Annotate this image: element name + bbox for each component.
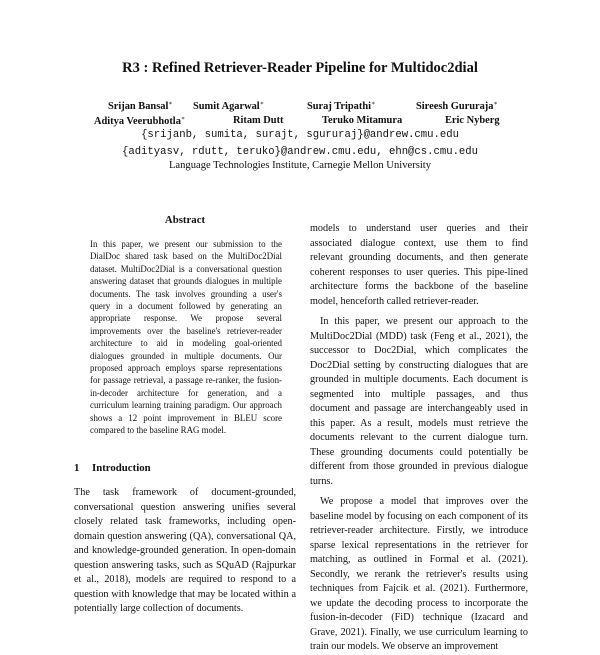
right-column: [310, 222, 528, 655]
body-paragraph: In this paper, we present our approach to the MultiDoc2Dial (MDD) task (Feng et al., 2021), the successor to Doc2Dial, which complicates the Doc2Dial setting by constructing dialogues that are grounded in multiple documents. Each document is segmented into multiple passages, and thus document and passage are interchangeably used in this paper. As a result, models must retrieve the documents relevant to the current dialogue turn. These grounding documents could potentially be different from those grounded in previous dialogue turns.: [310, 316, 528, 487]
email-line: {adityasv, rdutt, teruko}@andrew.cmu.edu, ehn@cs.cmu.edu: [121, 146, 478, 158]
body-paragraph: We propose a model that improves over the baseline model by focusing on each component of its retriever-reader architecture. Firstly, we introduce sparse lexical representations in the retriever for matching, as outlined in Formal et al. (2021). Secondly, we rerank the retriever's results using techniques from Fajcik et al. (2021). Furthermore, we update the decoding process to incorporate the fusion-in-decoder (FiD) technique (Izacard and Grave, 2021). Finally, we use curriculum learning to train our models. We observe an improvement: [310, 496, 528, 652]
author-emails: [0, 127, 600, 161]
paper-title: R3 : Refined Retriever-Reader Pipeline for Multidoc2dial: [122, 60, 478, 76]
author-name: Ritam Dutt: [233, 115, 284, 126]
abstract-body: In this paper, we present our submission to the DialDoc shared task based on the MultiDoc2Dial dataset. MultiDoc2Dial is a conversational question answering dataset that grounds dialogues in multiple documents. The task involves grounding a user's query in a document followed by generating an appropriate response. We propose several improvements over the baseline's retriever-reader architecture to aid in modeling goal-oriented dialogues grounded in multiple documents. Our proposed approach employs sparse representations for passage retrieval, a passage re-ranker, the fusion-in-decoder architecture for generation, and a curriculum learning training paradigm. Our approach shows a 12 point improvement in BLEU score compared to the baseline RAG model.: [90, 239, 282, 436]
author-name: Eric Nyberg: [445, 115, 500, 126]
author-name: Srijan Bansal∗: [108, 101, 173, 112]
author-row-1: [0, 100, 600, 115]
author-name: Sireesh Gururaja∗: [416, 101, 498, 112]
intro-paragraph: The task framework of document-grounded, conversational question answering unifies several closely related task frameworks, including open-domain question answering (QA), conversational QA, and knowledge-grounded generation. In open-domain question answering tasks, such as SQuAD (Rajpurkar et al., 2018), models are required to respond to a question with knowledge that may be located within a potentially large collection of documents.: [74, 487, 296, 614]
abstract-heading: Abstract: [164, 214, 206, 226]
author-list: [0, 100, 600, 130]
section-number: 1: [74, 462, 80, 474]
section-title: Introduction: [92, 462, 151, 474]
section-heading: [74, 462, 151, 474]
author-name: Aditya Veerubhotla∗: [94, 116, 185, 127]
author-name: Teruko Mitamura: [322, 115, 403, 126]
author-name: Suraj Tripathi∗: [307, 101, 376, 112]
author-name: Sumit Agarwal∗: [193, 101, 264, 112]
email-line: {srijanb, sumita, surajt, sgururaj}@andrew.cmu.edu: [141, 129, 459, 141]
affiliation: Language Technologies Institute, Carnegie Mellon University: [168, 160, 432, 171]
body-paragraph: models to understand user queries and their associated dialogue context, use them to find relevant grounding documents, and then generate coherent responses to user queries. This pipe-lined architecture forms the backbone of the baseline model, henceforth called retriever-reader.: [310, 223, 528, 307]
